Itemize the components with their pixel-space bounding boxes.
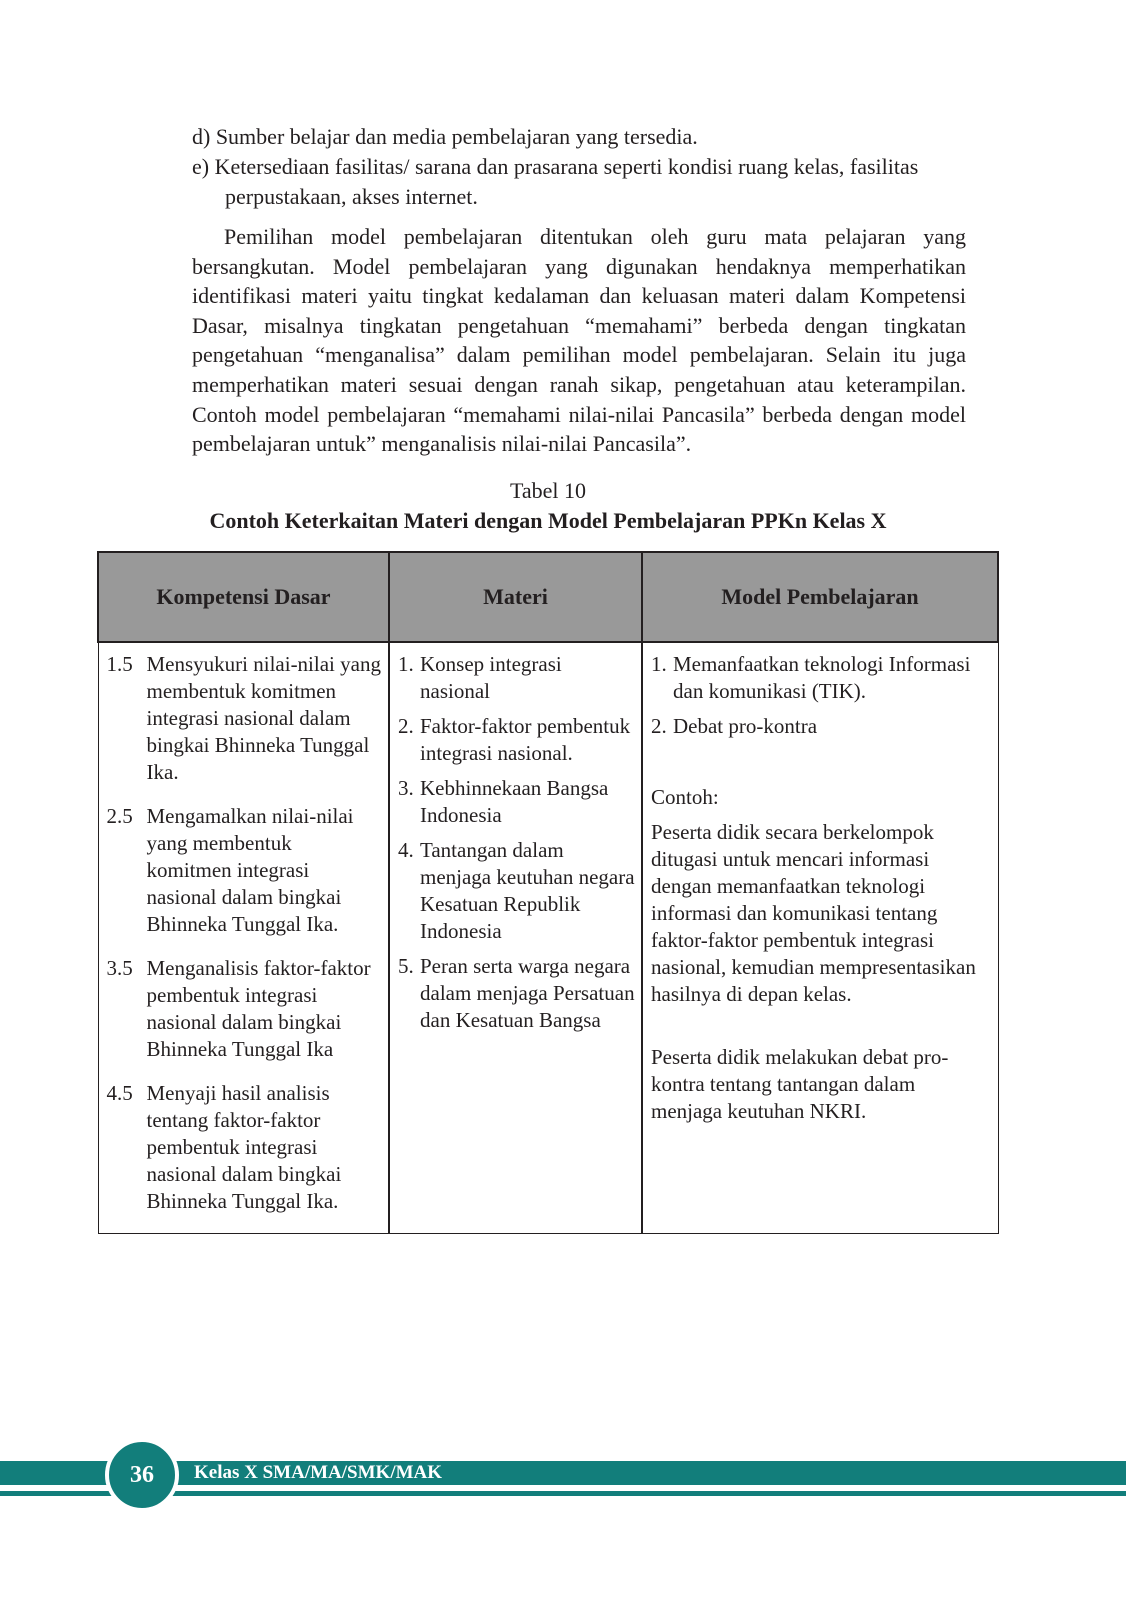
- model-text: Debat pro-kontra: [673, 714, 818, 738]
- kompetensi-text: Mengamalkan nilai-nilai yang membentuk komitmen integrasi nasional dalam bingkai Bhinneka Tunggal Ika.: [146, 804, 354, 936]
- materi-cell: [389, 642, 642, 1234]
- kompetensi-text: Menyaji hasil analisis tentang faktor-faktor pembentuk integrasi nasional dalam bingkai Bhinneka Tunggal Ika.: [146, 1081, 342, 1213]
- kompetensi-item: [107, 803, 383, 938]
- contoh-text-2: Peserta didik melakukan debat pro-kontra tentang tantangan dalam menjaga keutuhan NKRI.: [651, 1045, 949, 1123]
- paragraph: Pemilihan model pembelajaran ditentukan oleh guru mata pelajaran yang bersangkutan. Model pembelajaran yang digunakan hendaknya memperhatikan identifikasi materi yaitu tingkat kedalaman dan keluasan materi dalam Kompetensi Dasar, misalnya tingkatan pengetahuan “memahami” berbeda dengan tingkatan pengetahuan “menganalisa” dalam pemilihan model pembelajaran. Selain itu juga memperhatikan materi sesuai dengan ranah sikap, pengetahuan atau keterampilan. Contoh model pembelajaran “memahami nilai-nilai Pancasila” berbeda dengan model pembelajaran untuk” menganalisis nilai-nilai Pancasila”.: [192, 224, 966, 457]
- list-item-text: d) Sumber belajar dan media pembelajaran yang tersedia.: [192, 124, 698, 149]
- kompetensi-number: 3.5: [106, 956, 133, 980]
- table-subtitle: Contoh Keterkaitan Materi dengan Model Pembelajaran PPKn Kelas X: [209, 508, 887, 533]
- table-row: [98, 642, 998, 1234]
- model-text: Memanfaatkan teknologi Informasi dan komunikasi (TIK).: [673, 652, 971, 703]
- kompetensi-text: Menganalisis faktor-faktor pembentuk integrasi nasional dalam bingkai Bhinneka Tunggal Ika: [146, 956, 371, 1061]
- list-item-e: [192, 152, 966, 212]
- materi-item: [398, 713, 635, 767]
- contoh-text-1: Peserta didik secara berkelompok ditugasi untuk mencari informasi dengan memanfaatkan teknologi informasi dan komunikasi tentang faktor-faktor pembentuk integrasi nasional, kemudian mempresentasikan hasilnya di depan kelas.: [651, 820, 976, 1006]
- materi-text: Faktor-faktor pembentuk integrasi nasional.: [420, 714, 631, 765]
- page-number-text: 36: [130, 1461, 154, 1488]
- materi-text: Kebhinnekaan Bangsa Indonesia: [420, 776, 609, 827]
- kompetensi-number: 2.5: [106, 804, 133, 828]
- materi-text: Konsep integrasi nasional: [420, 652, 562, 703]
- materi-number: 3.: [398, 776, 414, 800]
- materi-item: [398, 651, 635, 705]
- table-header-row: [98, 552, 998, 642]
- header-materi: Materi: [389, 552, 642, 642]
- kompetensi-number: 1.5: [106, 652, 133, 676]
- model-item: [651, 651, 992, 705]
- footer-text: Kelas X SMA/MA/SMK/MAK: [194, 1462, 443, 1483]
- materi-number: 2.: [398, 714, 414, 738]
- list-item-continuation: perpustakaan, akses internet.: [225, 184, 478, 209]
- materi-item: [398, 837, 635, 945]
- kompetensi-cell: [98, 642, 389, 1234]
- materi-item: [398, 953, 635, 1034]
- list-item-d: [192, 122, 966, 152]
- materi-number: 1.: [398, 652, 414, 676]
- header-model: Model Pembelajaran: [642, 552, 998, 642]
- kompetensi-item: [107, 955, 383, 1063]
- model-number: 2.: [651, 714, 667, 738]
- table-title: Tabel 10: [509, 478, 587, 503]
- model-item: [651, 713, 992, 740]
- page-number: [105, 1438, 179, 1512]
- model-cell: [642, 642, 998, 1234]
- competency-table: [97, 551, 999, 1234]
- materi-number: 4.: [398, 838, 414, 862]
- kompetensi-text: Mensyukuri nilai-nilai yang membentuk komitmen integrasi nasional dalam bingkai Bhinneka Tunggal Ika.: [146, 652, 381, 784]
- materi-text: Peran serta warga negara dalam menjaga Persatuan dan Kesatuan Bangsa: [420, 954, 635, 1032]
- contoh-label: Contoh:: [651, 785, 719, 809]
- header-kompetensi: Kompetensi Dasar: [98, 552, 389, 642]
- model-number: 1.: [651, 652, 667, 676]
- materi-number: 5.: [398, 954, 414, 978]
- kompetensi-number: 4.5: [106, 1081, 133, 1105]
- materi-text: Tantangan dalam menjaga keutuhan negara Kesatuan Republik Indonesia: [420, 838, 635, 943]
- body-text: [192, 122, 966, 481]
- list-item-text: e) Ketersediaan fasilitas/ sarana dan prasarana seperti kondisi ruang kelas, fasilitas: [192, 154, 919, 179]
- materi-item: [398, 775, 635, 829]
- kompetensi-item: [107, 1080, 383, 1215]
- kompetensi-item: [107, 651, 383, 786]
